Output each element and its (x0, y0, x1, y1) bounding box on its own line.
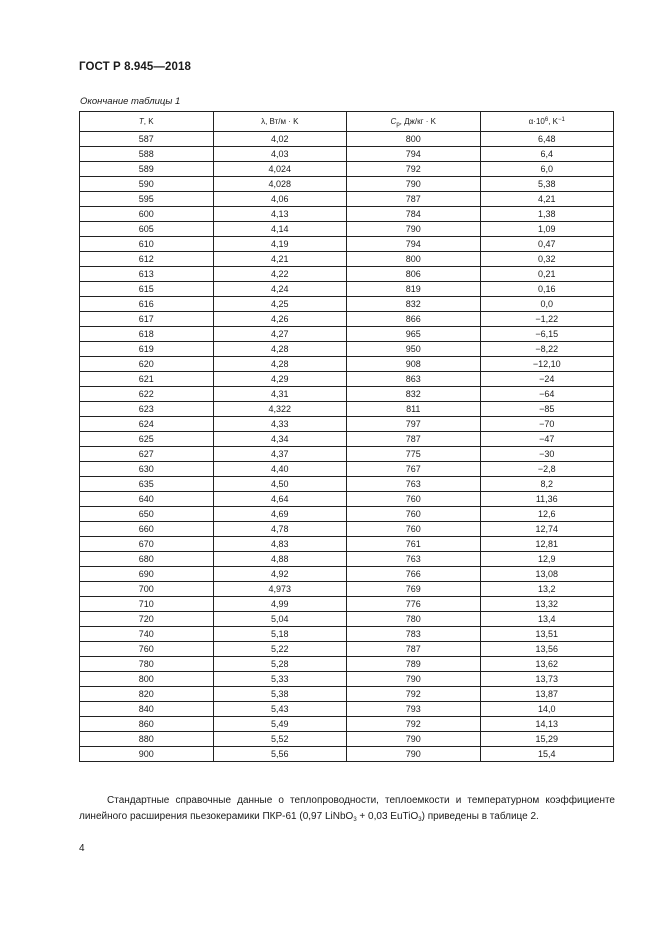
table-cell: 790 (347, 177, 481, 192)
table-cell: 794 (347, 237, 481, 252)
table-cell: 616 (80, 297, 214, 312)
table-cell: 13,62 (480, 657, 614, 672)
table-row (80, 747, 614, 762)
table-cell: 595 (80, 192, 214, 207)
table-cell: 13,08 (480, 567, 614, 582)
table-cell: 600 (80, 207, 214, 222)
table-row (80, 132, 614, 147)
table-cell: 621 (80, 372, 214, 387)
table-cell: 13,51 (480, 627, 614, 642)
table-cell: 783 (347, 627, 481, 642)
table-cell: 650 (80, 507, 214, 522)
table-cell: 761 (347, 537, 481, 552)
table-cell: 613 (80, 267, 214, 282)
table-cell: −70 (480, 417, 614, 432)
table-cell: 690 (80, 567, 214, 582)
table-cell: 780 (80, 657, 214, 672)
table-cell: 811 (347, 402, 481, 417)
table-row (80, 192, 614, 207)
table-cell: 4,27 (213, 327, 347, 342)
table-cell: 740 (80, 627, 214, 642)
column-header-heat-capacity: $C_p$, Дж/кг · K (347, 112, 481, 132)
table-cell: 590 (80, 177, 214, 192)
table-cell: 5,18 (213, 627, 347, 642)
data-table (79, 111, 614, 762)
table-cell: 860 (80, 717, 214, 732)
table-row (80, 162, 614, 177)
table-row (80, 177, 614, 192)
table-cell: 627 (80, 447, 214, 462)
table-row (80, 612, 614, 627)
table-cell: 0,21 (480, 267, 614, 282)
table-cell: 8,2 (480, 477, 614, 492)
table-cell: 787 (347, 642, 481, 657)
table-row (80, 147, 614, 162)
table-cell: 630 (80, 462, 214, 477)
table-cell: 612 (80, 252, 214, 267)
table-cell: 863 (347, 372, 481, 387)
table-cell: 13,56 (480, 642, 614, 657)
table-cell: 5,38 (480, 177, 614, 192)
table-cell: 4,25 (213, 297, 347, 312)
table-row (80, 282, 614, 297)
table-row (80, 537, 614, 552)
table-cell: 760 (347, 522, 481, 537)
table-cell: 680 (80, 552, 214, 567)
table-cell: 792 (347, 162, 481, 177)
table-cell: 793 (347, 702, 481, 717)
table-cell: 617 (80, 312, 214, 327)
table-cell: 5,52 (213, 732, 347, 747)
body-paragraph: Стандартные справочные данные о теплопроводности, теплоемкости и температурном коэффициенте линейного расширения пьезокерамики ПКР-61 (0,97 LiNbO$_3$ + 0,03 EuTiO$_3$) приведены в таблице 2. (79, 795, 615, 823)
table-cell: 13,4 (480, 612, 614, 627)
table-cell: 624 (80, 417, 214, 432)
column-header-thermal-conductivity: λ, Вт/м · K (213, 112, 347, 132)
table-row (80, 267, 614, 282)
table-cell: 660 (80, 522, 214, 537)
table-cell: 589 (80, 162, 214, 177)
table-cell: 0,0 (480, 297, 614, 312)
table-cell: 794 (347, 147, 481, 162)
table-row (80, 687, 614, 702)
table-row (80, 642, 614, 657)
table-cell: 787 (347, 432, 481, 447)
table-cell: 12,9 (480, 552, 614, 567)
table-row (80, 717, 614, 732)
table-cell: 763 (347, 552, 481, 567)
table-cell: 800 (347, 252, 481, 267)
table-cell: 1,09 (480, 222, 614, 237)
table-cell: 5,49 (213, 717, 347, 732)
table-cell: 4,40 (213, 462, 347, 477)
table-row (80, 312, 614, 327)
table-cell: 13,32 (480, 597, 614, 612)
table-cell: 950 (347, 342, 481, 357)
table-row (80, 297, 614, 312)
table-row (80, 477, 614, 492)
table-cell: 769 (347, 582, 481, 597)
table-row (80, 597, 614, 612)
table-cell: 625 (80, 432, 214, 447)
table-cell: 4,03 (213, 147, 347, 162)
table-cell: 792 (347, 687, 481, 702)
table-cell: 790 (347, 747, 481, 762)
table-cell: −85 (480, 402, 614, 417)
table-cell: 4,973 (213, 582, 347, 597)
table-row (80, 387, 614, 402)
table-row (80, 207, 614, 222)
document-header-title: ГОСТ Р 8.945—2018 (79, 61, 191, 73)
table-cell: 4,64 (213, 492, 347, 507)
table-cell: 900 (80, 747, 214, 762)
table-cell: 819 (347, 282, 481, 297)
table-cell: 789 (347, 657, 481, 672)
table-cell: −12,10 (480, 357, 614, 372)
table-cell: 4,024 (213, 162, 347, 177)
table-cell: 5,22 (213, 642, 347, 657)
table-row (80, 522, 614, 537)
table-cell: 12,6 (480, 507, 614, 522)
column-header-temperature: T, K (80, 112, 214, 132)
table-cell: 4,33 (213, 417, 347, 432)
table-cell: 832 (347, 387, 481, 402)
table-cell: 820 (80, 687, 214, 702)
table-cell: 5,28 (213, 657, 347, 672)
table-cell: 800 (347, 132, 481, 147)
table-cell: 4,29 (213, 372, 347, 387)
table-cell: 5,04 (213, 612, 347, 627)
table-cell: 620 (80, 357, 214, 372)
table-cell: 4,78 (213, 522, 347, 537)
table-cell: 4,37 (213, 447, 347, 462)
table-cell: 4,322 (213, 402, 347, 417)
table-cell: 12,81 (480, 537, 614, 552)
table-cell: 880 (80, 732, 214, 747)
table-cell: 13,87 (480, 687, 614, 702)
table-cell: 635 (80, 477, 214, 492)
table-cell: 587 (80, 132, 214, 147)
table-cell: 610 (80, 237, 214, 252)
table-cell: 790 (347, 222, 481, 237)
table-cell: 14,13 (480, 717, 614, 732)
table-cell: 4,02 (213, 132, 347, 147)
table-cell: 6,0 (480, 162, 614, 177)
table-cell: 5,33 (213, 672, 347, 687)
table-row (80, 237, 614, 252)
table-cell: 5,38 (213, 687, 347, 702)
table-cell: 4,28 (213, 357, 347, 372)
table-cell: 13,73 (480, 672, 614, 687)
table-row (80, 567, 614, 582)
table-cell: −47 (480, 432, 614, 447)
table-cell: 5,56 (213, 747, 347, 762)
table-cell: 760 (80, 642, 214, 657)
table-cell: 767 (347, 462, 481, 477)
table-row (80, 657, 614, 672)
table-cell: 1,38 (480, 207, 614, 222)
table-cell: 0,32 (480, 252, 614, 267)
table-cell: 908 (347, 357, 481, 372)
table-cell: 776 (347, 597, 481, 612)
table-cell: 6,48 (480, 132, 614, 147)
table-cell: 4,028 (213, 177, 347, 192)
table-cell: −30 (480, 447, 614, 462)
table-cell: 710 (80, 597, 214, 612)
table-row (80, 252, 614, 267)
table-cell: −6,15 (480, 327, 614, 342)
table-cell: 790 (347, 732, 481, 747)
table-cell: 760 (347, 507, 481, 522)
table-cell: 780 (347, 612, 481, 627)
table-cell: 806 (347, 267, 481, 282)
table-cell: 775 (347, 447, 481, 462)
table-cell: 12,74 (480, 522, 614, 537)
table-cell: 615 (80, 282, 214, 297)
table-cell: 4,88 (213, 552, 347, 567)
table-row (80, 732, 614, 747)
table-cell: 11,36 (480, 492, 614, 507)
table-cell: 4,92 (213, 567, 347, 582)
table-header (80, 112, 614, 132)
table-cell: 720 (80, 612, 214, 627)
table-cell: 623 (80, 402, 214, 417)
table-cell: 787 (347, 192, 481, 207)
table-row (80, 417, 614, 432)
table-cell: 0,16 (480, 282, 614, 297)
table-row (80, 702, 614, 717)
table-cell: 4,26 (213, 312, 347, 327)
page-number: 4 (79, 843, 85, 854)
table-cell: 832 (347, 297, 481, 312)
table-row (80, 432, 614, 447)
table-cell: 619 (80, 342, 214, 357)
table-cell: 4,19 (213, 237, 347, 252)
table-row (80, 402, 614, 417)
table-cell: 4,21 (213, 252, 347, 267)
table-cell: 605 (80, 222, 214, 237)
table-cell: 0,47 (480, 237, 614, 252)
table-cell: 14,0 (480, 702, 614, 717)
table-cell: −8,22 (480, 342, 614, 357)
table-cell: 760 (347, 492, 481, 507)
table-row (80, 342, 614, 357)
table-cell: 792 (347, 717, 481, 732)
table-cell: 965 (347, 327, 481, 342)
table-cell: 4,21 (480, 192, 614, 207)
table-cell: 4,83 (213, 537, 347, 552)
table-cell: 640 (80, 492, 214, 507)
table-cell: 6,4 (480, 147, 614, 162)
table-cell: 797 (347, 417, 481, 432)
table-cell: −1,22 (480, 312, 614, 327)
table-row (80, 627, 614, 642)
table-cell: 4,13 (213, 207, 347, 222)
table-cell: 866 (347, 312, 481, 327)
table-cell: 790 (347, 672, 481, 687)
table-cell: 4,69 (213, 507, 347, 522)
table-cell: 618 (80, 327, 214, 342)
table-row (80, 357, 614, 372)
table-row (80, 552, 614, 567)
table-cell: 4,50 (213, 477, 347, 492)
table-cell: 588 (80, 147, 214, 162)
table-cell: 4,22 (213, 267, 347, 282)
table-cell: 4,99 (213, 597, 347, 612)
table-cell: −24 (480, 372, 614, 387)
table-row (80, 327, 614, 342)
table-cell: 840 (80, 702, 214, 717)
table-cell: 4,28 (213, 342, 347, 357)
table-cell: 15,4 (480, 747, 614, 762)
table-cell: 15,29 (480, 732, 614, 747)
table-row (80, 492, 614, 507)
table-row (80, 462, 614, 477)
table-cell: 4,06 (213, 192, 347, 207)
table-row (80, 372, 614, 387)
table-row (80, 582, 614, 597)
table-row (80, 222, 614, 237)
table-row (80, 672, 614, 687)
table-cell: 4,31 (213, 387, 347, 402)
column-header-expansion-coefficient: $\alpha\cdot 10^6$, $K^{-1}$ (480, 112, 614, 132)
table-cell: 13,2 (480, 582, 614, 597)
table-cell: 622 (80, 387, 214, 402)
table-body (80, 132, 614, 762)
table-cell: 4,34 (213, 432, 347, 447)
table-caption: Окончание таблицы 1 (80, 96, 181, 107)
table-cell: 5,43 (213, 702, 347, 717)
table-cell: −2,8 (480, 462, 614, 477)
table-row (80, 507, 614, 522)
table-cell: 766 (347, 567, 481, 582)
table-cell: 800 (80, 672, 214, 687)
table-cell: 763 (347, 477, 481, 492)
table-cell: 670 (80, 537, 214, 552)
table-cell: 784 (347, 207, 481, 222)
table-cell: 4,14 (213, 222, 347, 237)
table-cell: 700 (80, 582, 214, 597)
table-row (80, 447, 614, 462)
table-cell: −64 (480, 387, 614, 402)
table-cell: 4,24 (213, 282, 347, 297)
